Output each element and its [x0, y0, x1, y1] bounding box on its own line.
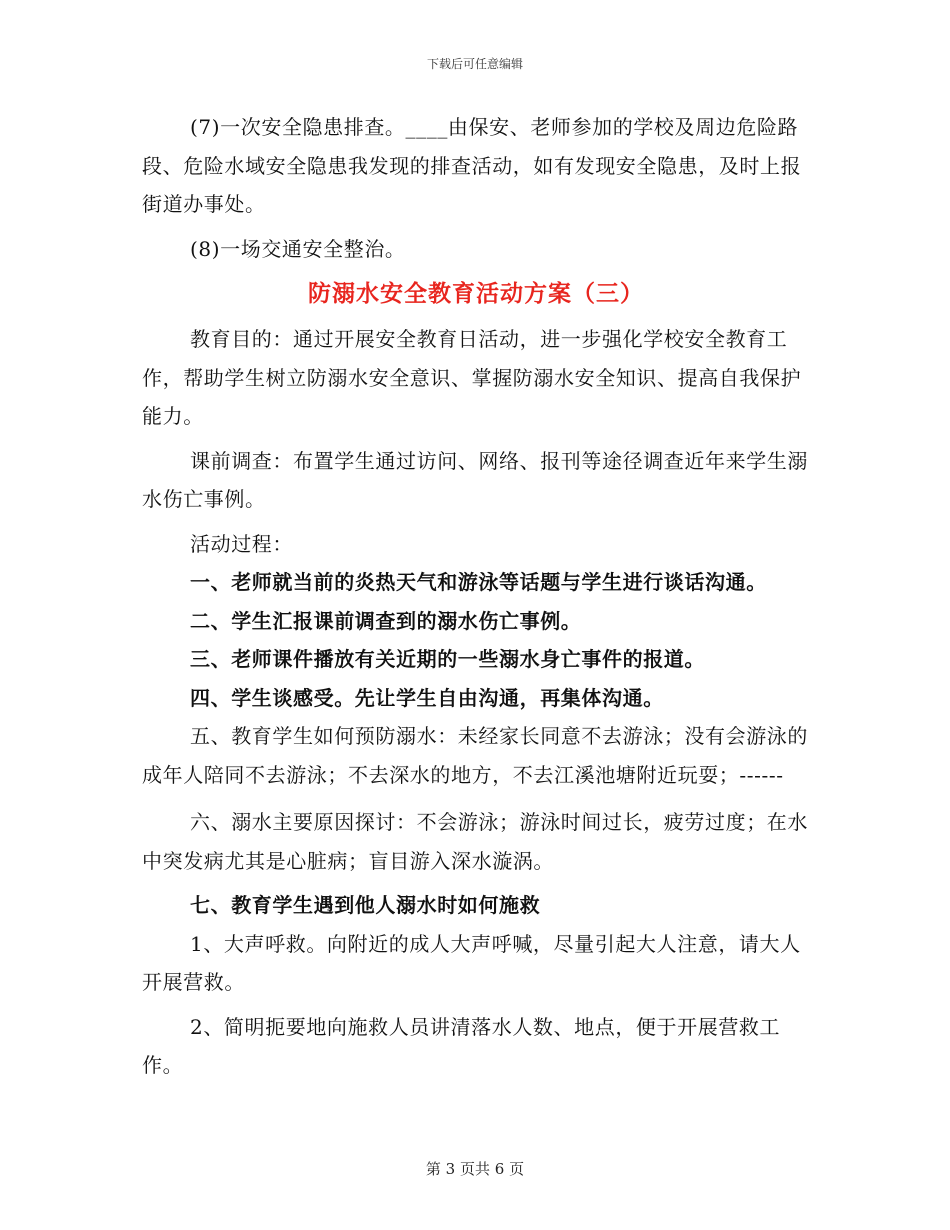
paragraph-activity-process: 活动过程： [190, 531, 293, 556]
step-six: 六、溺水主要原因探讨：不会游泳；游泳时间过长，疲劳过度；在水中突发病尤其是心脏病；盲目游入深水漩涡。 [142, 810, 808, 873]
step-one: 一、老师就当前的炎热天气和游泳等话题与学生进行谈话沟通。 [190, 570, 767, 594]
step-two: 二、学生汇报课前调查到的溺水伤亡事例。 [190, 608, 582, 633]
section-title: 防溺水安全教育活动方案（三） [308, 281, 644, 307]
document-body [142, 108, 810, 1085]
rescue-tip-one: 1、大声呼救。向附近的成人大声呼喊，尽量引起大人注意，请大人开展营救。 [142, 931, 801, 994]
rescue-tip-two: 2、简明扼要地向施救人员讲清落水人数、地点，便于开展营救工作。 [142, 1014, 781, 1077]
step-three: 三、老师课件播放有关近期的一些溺水身亡事件的报道。 [190, 647, 705, 671]
step-five: 五、教育学生如何预防溺水：未经家长同意不去游泳；没有会游泳的成年人陪同不去游泳；不去深水的地方，不去江溪池塘附近玩耍；------ [142, 724, 808, 787]
paragraph-pre-class-survey: 课前调查：布置学生通过访问、网络、报刊等途径调查近年来学生溺水伤亡事例。 [142, 448, 808, 511]
page-footer: 第 3 页共 6 页 [425, 1160, 525, 1178]
paragraph-education-goal: 教育目的：通过开展安全教育日活动，进一步强化学校安全教育工作，帮助学生树立防溺水安全意识、掌握防溺水安全知识、提高自我保护能力。 [142, 327, 802, 428]
paragraph-item-8: (8)一场交通安全整治。 [190, 236, 406, 261]
step-seven: 七、教育学生遇到他人溺水时如何施救 [190, 893, 541, 917]
step-four: 四、学生谈感受。先让学生自由沟通，再集体沟通。 [190, 685, 664, 710]
page-header: 下载后可任意编辑 [426, 57, 523, 71]
paragraph-item-7: (7)一次安全隐患排查。____由保安、老师参加的学校及周边危险路段、危险水域安全隐患我发现的排查活动，如有发现安全隐患，及时上报街道办事处。 [142, 115, 802, 216]
